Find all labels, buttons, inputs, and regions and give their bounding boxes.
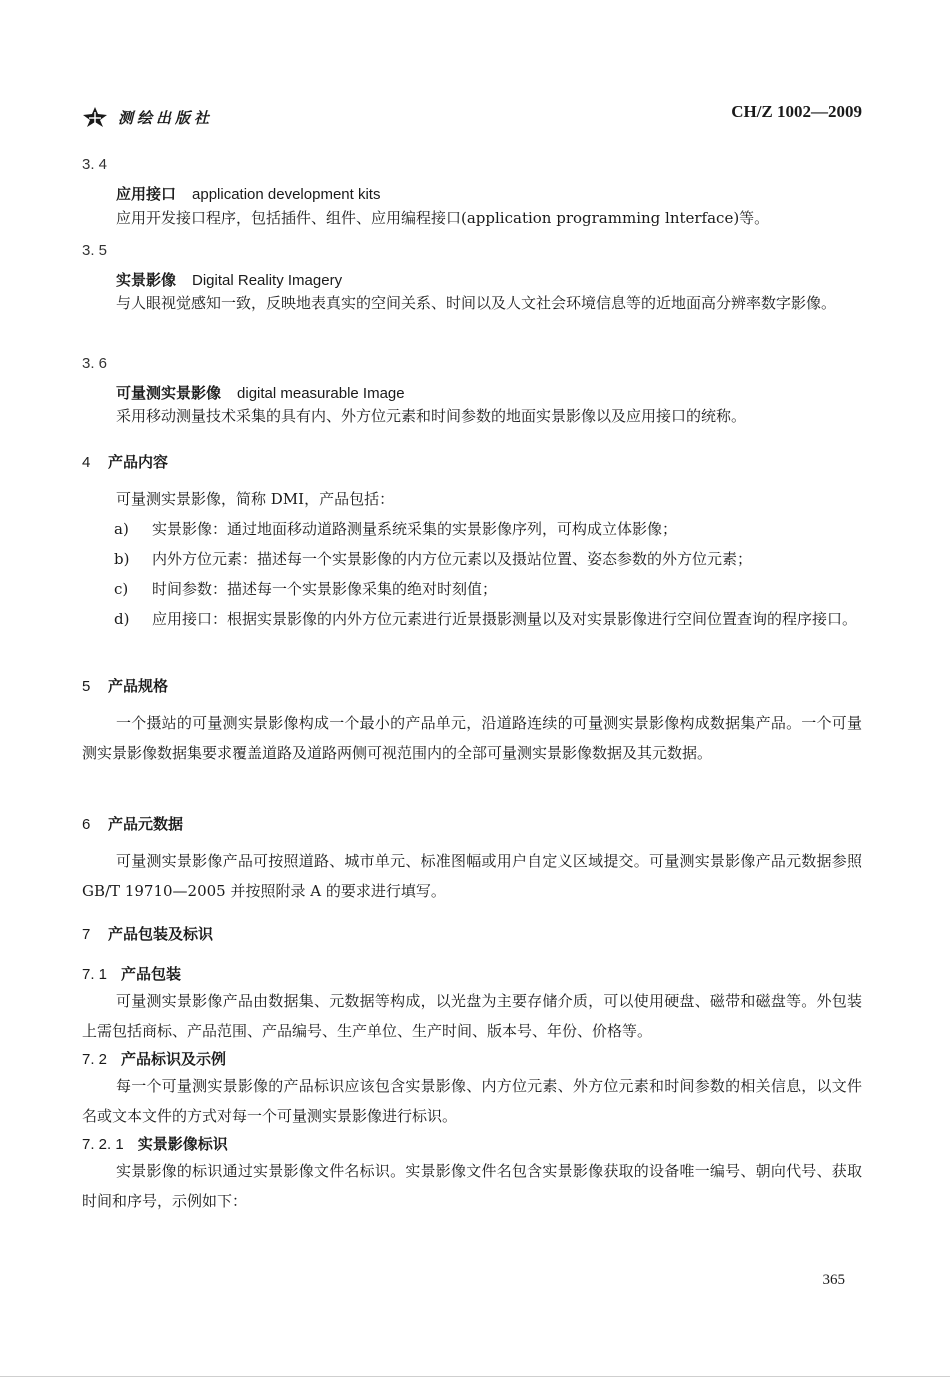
section-heading-7: [82, 923, 213, 944]
list-item: [114, 574, 866, 604]
list-item-text: 时间参数：描述每一个实景影像采集的绝对时刻值；: [152, 580, 498, 598]
section-number-3-5: 3. 5: [82, 242, 108, 259]
page-bottom-divider: [0, 1376, 950, 1377]
section-number: 5: [82, 678, 91, 695]
standard-number: CH/Z 1002—2009: [731, 102, 862, 121]
publisher-logo: [82, 106, 213, 128]
subsection-heading-7-2-1: [82, 1133, 228, 1154]
list-item-label: c): [114, 580, 129, 598]
list-item: [114, 604, 866, 634]
term-en: digital measurable Image: [237, 385, 405, 402]
term-title-3-6: [116, 382, 405, 403]
term-cn: 可量测实景影像: [116, 385, 222, 402]
section-5-body: 一个摄站的可量测实景影像构成一个最小的产品单元，沿道路连续的可量测实景影像构成数据集产品。一个可量测实景影像数据集要求覆盖道路及道路两侧可视范围内的全部可量测实景影像数据及其元数据。: [82, 714, 862, 762]
product-content-list: [114, 514, 866, 634]
section-number: 7: [82, 926, 91, 943]
term-title-3-4: [116, 183, 380, 204]
section-6-body: 可量测实景影像产品可按照道路、城市单元、标准图幅或用户自定义区域提交。可量测实景影像产品元数据参照 GB/T 19710—2005 并按照附录 A 的要求进行填写。: [82, 852, 862, 900]
publisher-emblem-icon: [82, 106, 108, 128]
list-item: [114, 544, 866, 574]
subsection-heading-7-2: [82, 1048, 226, 1069]
subsection-number: 7. 1: [82, 966, 108, 983]
section-number-3-6: 3. 6: [82, 355, 108, 372]
list-item-label: d): [114, 610, 130, 628]
section-number: 4: [82, 454, 91, 471]
subsection-heading-7-1: [82, 963, 181, 984]
section-number: 6: [82, 816, 91, 833]
section-title: 产品包装及标识: [108, 926, 214, 943]
term-definition-3-6: 采用移动测量技术采集的具有内、外方位元素和时间参数的地面实景影像以及应用接口的统称。: [116, 407, 747, 425]
section-title: 产品规格: [108, 678, 169, 695]
list-item: [114, 514, 866, 544]
term-en: application development kits: [192, 186, 381, 203]
list-item-text: 实景影像：通过地面移动道路测量系统采集的实景影像序列，可构成立体影像；: [152, 520, 678, 538]
page-number: 365: [822, 1272, 845, 1288]
list-item-text: 应用接口：根据实景影像的内外方位元素进行近景摄影测量以及对实景影像进行空间位置查询的程序接口。: [152, 610, 858, 628]
list-item-label: b): [114, 550, 130, 568]
term-cn: 应用接口: [116, 186, 177, 203]
term-cn: 实景影像: [116, 272, 177, 289]
term-definition-3-4: 应用开发接口程序，包括插件、组件、应用编程接口(application programming lnterface)等。: [116, 209, 770, 227]
term-title-3-5: [116, 269, 342, 290]
term-en: Digital Reality Imagery: [192, 272, 343, 289]
subsection-title: 产品包装: [121, 966, 182, 983]
subsection-7-2-body: 每一个可量测实景影像的产品标识应该包含实景影像、内方位元素、外方位元素和时间参数的相关信息，以文件名或文本文件的方式对每一个可量测实景影像进行标识。: [82, 1077, 862, 1125]
subsection-number: 7. 2. 1: [82, 1136, 124, 1153]
subsection-title: 产品标识及示例: [121, 1051, 227, 1068]
section-heading-6: [82, 813, 183, 834]
subsection-title: 实景影像标识: [137, 1136, 228, 1153]
section-number-3-4: 3. 4: [82, 156, 108, 173]
subsection-7-2-1-body: 实景影像的标识通过实景影像文件名标识。实景影像文件名包含实景影像获取的设备唯一编号、朝向代号、获取时间和序号，示例如下：: [82, 1162, 862, 1210]
section-title: 产品元数据: [108, 816, 184, 833]
term-definition-3-5: 与人眼视觉感知一致，反映地表真实的空间关系、时间以及人文社会环境信息等的近地面高分辨率数字影像。: [116, 294, 837, 312]
section-4-intro: 可量测实景影像，简称 DMI，产品包括：: [116, 490, 395, 508]
list-item-label: a): [114, 520, 129, 538]
publisher-name: 测绘出版社: [118, 108, 214, 127]
subsection-number: 7. 2: [82, 1051, 108, 1068]
subsection-7-1-body: 可量测实景影像产品由数据集、元数据等构成，以光盘为主要存储介质，可以使用硬盘、磁带和磁盘等。外包装上需包括商标、产品范围、产品编号、生产单位、生产时间、版本号、年份、价格等。: [82, 992, 862, 1040]
section-heading-5: [82, 675, 168, 696]
section-heading-4: [82, 451, 168, 472]
list-item-text: 内外方位元素：描述每一个实景影像的内方位元素以及摄站位置、姿态参数的外方位元素；: [152, 550, 753, 568]
section-title: 产品内容: [108, 454, 169, 471]
